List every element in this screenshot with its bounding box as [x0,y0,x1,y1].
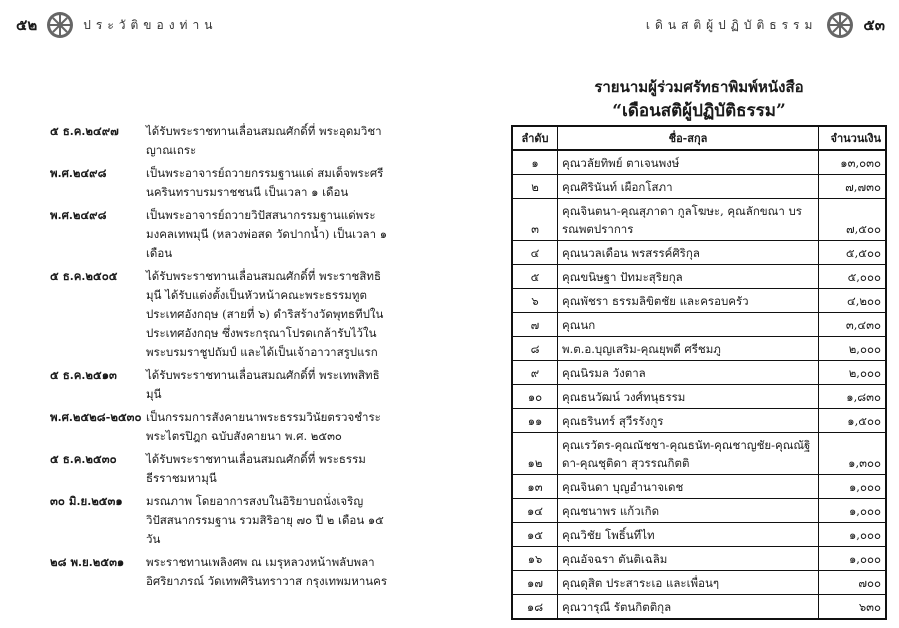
timeline-date: พ.ศ.๒๔๙๘ [50,208,107,222]
timeline-entry [50,492,390,549]
donor-number: ๘ [512,337,558,361]
left-running-header [16,10,217,40]
table-row [512,361,886,385]
dharma-wheel-icon [825,10,855,40]
timeline-text: เป็นพระอาจารย์ถวายวิปัสสนากรรมฐานแด่พระมงคลเทพมุนี (หลวงพ่อสด วัดปากน้ำ) เป็นเวลา ๑ เดือน [146,208,387,260]
left-page [0,0,449,628]
donor-name: คุณวลัยทิพย์ ตาเจนพงษ์ [558,150,819,175]
donor-amount: ๑,๕๐๐ [819,409,887,433]
timeline-text: ได้รับพระราชทานเลื่อนสมณศักดิ์ที่ พระธรรมธีรราชมหามุนี [146,452,366,485]
donor-amount: ๑๓,๐๓๐ [819,150,887,175]
table-row [512,547,886,571]
donor-number: ๑๖ [512,547,558,571]
right-page [449,0,899,628]
timeline-entry [50,366,390,404]
table-row [512,150,886,175]
timeline-date: ๕ ธ.ค.๒๕๐๕ [50,269,118,283]
right-running-header [646,10,885,40]
donor-number: ๑๘ [512,595,558,620]
donor-number: ๔ [512,241,558,265]
donor-name: คุณชนาพร แก้วเกิด [558,499,819,523]
donor-number: ๓ [512,199,558,241]
donor-number: ๑๒ [512,433,558,475]
donor-number: ๑๗ [512,571,558,595]
left-running-title: ประวัติของท่าน [83,17,218,32]
table-row [512,499,886,523]
table-row [512,289,886,313]
timeline-date: พ.ศ.๒๕๒๘-๒๕๓๐ [50,410,142,424]
timeline-entry [50,164,390,202]
donor-number: ๑๓ [512,475,558,499]
header-amount: จำนวนเงิน [819,126,887,150]
donor-amount: ๑,๐๐๐ [819,547,887,571]
table-header-row [512,126,886,150]
donor-name: คุณนิรมล วังตาล [558,361,819,385]
dharma-wheel-icon [45,10,75,40]
donor-number: ๑ [512,150,558,175]
donor-name: พ.ต.อ.บุญเสริม-คุณยุพดี ศรีชมภู [558,337,819,361]
timeline-text: ได้รับพระราชทานเลื่อนสมณศักดิ์ที่ พระอุดมวิชาญาณเถระ [146,124,382,157]
table-row [512,175,886,199]
table-row [512,433,886,475]
table-row [512,595,886,620]
timeline-text: เป็นกรรมการสังคายนาพระธรรมวินัยตรวจชำระพระไตรปิฎก ฉบับสังคายนา พ.ศ. ๒๕๓๐ [146,410,381,443]
timeline-entry [50,267,390,362]
timeline-date: ๕ ธ.ค.๒๔๙๗ [50,124,119,138]
header-number: ลำดับ [512,126,558,150]
donor-number: ๑๐ [512,385,558,409]
timeline-text: ได้รับพระราชทานเลื่อนสมณศักดิ์ที่ พระราชสิทธิมุนี ได้รับแต่งตั้งเป็นหัวหน้าคณะพระธรรมทูตประเทศอังกฤษ (สายที่ ๖) ดำริสร้างวัดพุทธทีปในประเทศอังกฤษ ซึ่งพระกรุณาโปรดเกล้ารับไว้ในพระบรมราชูปถัมป์ และได้เป็นเจ้าอาวาสรูปแรก [146,269,384,359]
timeline-entry [50,553,390,591]
donor-name: คุณขนิษฐา ปัทมะสุริยกุล [558,265,819,289]
timeline-entry [50,122,390,160]
right-page-number: ๕๓ [863,16,885,34]
donor-name: คุณจินตนา-คุณสุภาดา กูลโฆษะ, คุณลักขณา บรรณพตปราการ [558,199,819,241]
donor-amount: ๗,๗๓๐ [819,175,887,199]
book-title: “เดือนสติผู้ปฏิบัติธรรม” [612,101,786,121]
timeline-date: ๓๐ มิ.ย.๒๕๓๑ [50,494,123,508]
timeline-entry [50,450,390,488]
right-running-title: เดินสติผู้ปฏิบัติธรรม [645,17,818,32]
donor-name: คุณเรวัตร-คุณณัชชา-คุณธนัท-คุณชาญชัย-คุณณัฐิดา-คุณชุติดา สุวรรณกิตติ [558,433,819,475]
donor-amount: ๑,๐๐๐ [819,475,887,499]
donor-number: ๖ [512,289,558,313]
timeline-text: มรณภาพ โดยอาการสงบในอิริยาบถนั่งเจริญวิปัสสนากรรมฐาน รวมสิริอายุ ๗๐ ปี ๒ เดือน ๑๕ วัน [146,494,384,546]
donor-list-title: รายนามผู้ร่วมศรัทธาพิมพ์หนังสือ [594,78,804,96]
donor-name: คุณจินดา บุญอำนาจเดช [558,475,819,499]
donor-table-body [512,150,886,619]
table-row [512,337,886,361]
donor-name: คุณอัจฉรา ตันติเฉลิม [558,547,819,571]
donor-number: ๑๔ [512,499,558,523]
donor-number: ๑๑ [512,409,558,433]
donor-amount: ๕,๐๐๐ [819,265,887,289]
donor-amount: ๗,๕๐๐ [819,199,887,241]
donor-amount: ๔,๒๐๐ [819,289,887,313]
donor-amount: ๑,๐๐๐ [819,499,887,523]
table-row [512,385,886,409]
donor-amount: ๖๓๐ [819,595,887,620]
donor-table [511,125,887,620]
donor-amount: ๑,๓๐๐ [819,433,887,475]
donor-amount: ๑,๐๐๐ [819,523,887,547]
timeline-date: ๒๘ พ.ย.๒๕๓๑ [50,555,125,569]
donor-amount: ๒,๐๐๐ [819,361,887,385]
donor-amount: ๒,๐๐๐ [819,337,887,361]
table-row [512,409,886,433]
timeline-text: เป็นพระอาจารย์ถวายกรรมฐานแด่ สมเด็จพระศรีนครินทราบรมราชชนนี เป็นเวลา ๑ เดือน [146,166,384,199]
donor-amount: ๑,๘๓๐ [819,385,887,409]
table-row [512,313,886,337]
donor-name: คุณศิรินันท์ เผือกโสภา [558,175,819,199]
donor-amount: ๗๐๐ [819,571,887,595]
left-page-number: ๕๒ [16,16,38,34]
table-row [512,523,886,547]
donor-name: คุณวารุณี รัตนกิตติกุล [558,595,819,620]
timeline-entry [50,206,390,263]
donor-number: ๗ [512,313,558,337]
timeline-text: ได้รับพระราชทานเลื่อนสมณศักดิ์ที่ พระเทพสิทธิมุนี [146,368,380,401]
timeline-date: พ.ศ.๒๔๙๘ [50,166,107,180]
timeline-text: พระราชทานเพลิงศพ ณ เมรุหลวงหน้าพลับพลาอิศริยาภรณ์ วัดเทพศิรินทราวาส กรุงเทพมหานคร [146,555,388,588]
donor-name: คุณนวลเดือน พรสรรค์ศิริกุล [558,241,819,265]
donor-name: คุณนก [558,313,819,337]
donor-number: ๙ [512,361,558,385]
donor-name: คุณดุสิต ประสาระเอ และเพื่อนๆ [558,571,819,595]
table-row [512,475,886,499]
donor-name: คุณธรินทร์ สุวีรรังกูร [558,409,819,433]
donor-number: ๕ [512,265,558,289]
donor-name: คุณวิชัย โพธิ์นทีไท [558,523,819,547]
donor-name: คุณพัชรา ธรรมลิขิตชัย และครอบครัว [558,289,819,313]
table-row [512,241,886,265]
donor-amount: ๓,๔๓๐ [819,313,887,337]
table-row [512,265,886,289]
table-row [512,571,886,595]
timeline-entry [50,408,390,446]
donor-name: คุณธนวัฒน์ วงศ์ทนุธรรม [558,385,819,409]
donor-number: ๒ [512,175,558,199]
timeline-date: ๕ ธ.ค.๒๕๑๓ [50,368,117,382]
biography-timeline [50,122,390,595]
donor-number: ๑๕ [512,523,558,547]
header-name: ชื่อ-สกุล [558,126,819,150]
table-row [512,199,886,241]
timeline-date: ๕ ธ.ค.๒๕๓๐ [50,452,117,466]
donor-amount: ๕,๕๐๐ [819,241,887,265]
